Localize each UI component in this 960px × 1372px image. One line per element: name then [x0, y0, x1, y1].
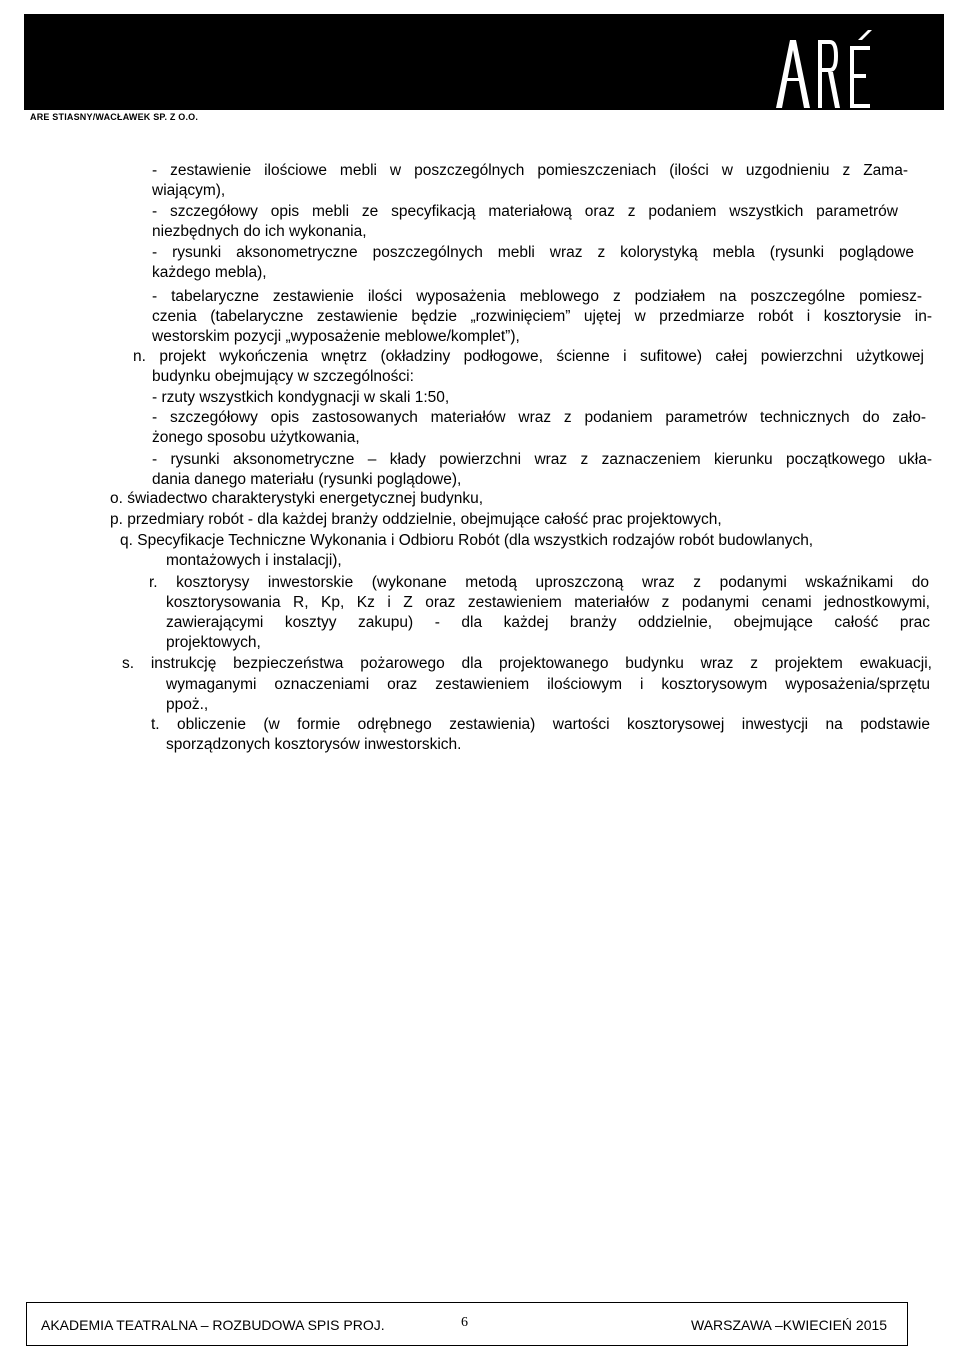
text-line: - zestawienie ilościowe mebli w poszczególnych pomieszczeniach (ilości w uzgodnieniu z Zama-: [152, 162, 908, 179]
text-line: kosztorysowania R, Kp, Kz i Z oraz zestawieniem materiałów z podanymi cenami jednostkowymi,: [166, 594, 930, 611]
text-line: - tabelaryczne zestawienie ilości wyposażenia meblowego z podziałem na poszczególne pomiesz-: [152, 288, 922, 305]
text-line: zawierającymi kosztyy zakupu) - dla każdej branży oddzielnie, obejmujące całość prac: [166, 614, 930, 631]
are-logo-graphic: [770, 28, 882, 110]
text-line: ppoż.,: [166, 696, 209, 713]
text-line: budynku obejmujący w szczególności:: [152, 368, 414, 385]
page-number: 6: [461, 1315, 468, 1330]
text-line: - szczegółowy opis zastosowanych materiałów wraz z podaniem parametrów technicznych do zało-: [152, 409, 926, 426]
text-line: niezbędnych do ich wykonania,: [152, 223, 367, 240]
text-line: montażowych i instalacji),: [166, 552, 342, 569]
list-item-s: s. instrukcję bezpieczeństwa pożarowego dla projektowanego budynku wraz z projektem ewakuacji,: [122, 655, 932, 672]
text-line: projektowych,: [166, 634, 261, 651]
text-line: wymaganymi oznaczeniami oraz zestawieniem ilościowym i kosztorysowym wyposażenia/sprzętu: [166, 676, 930, 693]
list-item-q: q. Specyfikacje Techniczne Wykonania i Odbioru Robót (dla wszystkich rodzajów robót budowlanych,: [120, 532, 814, 549]
text-line: westorskim pozycji „wyposażenie meblowe/komplet”),: [152, 328, 520, 345]
text-line: - rzuty wszystkich kondygnacji w skali 1:50,: [152, 389, 450, 406]
list-item-o: o. świadectwo charakterystyki energetycznej budynku,: [110, 490, 484, 507]
text-line: dania danego materiału (rysunki poglądowe),: [152, 471, 462, 488]
text-line: żonego sposobu użytkowania,: [152, 429, 360, 446]
list-item-t: t. obliczenie (w formie odrębnego zestawienia) wartości kosztorysowej inwestycji na podstawie: [151, 716, 930, 733]
text-line: - rysunki aksonometryczne poszczególnych mebli wraz z kolorystyką mebla (rysunki poglądowe: [152, 244, 914, 261]
company-name: ARE STIASNY/WACŁAWEK SP. Z O.O.: [30, 112, 199, 122]
text-line: każdego mebla),: [152, 264, 267, 281]
list-item-p: p. przedmiary robót - dla każdej branży oddzielnie, obejmujące całość prac projektowych,: [110, 511, 722, 528]
list-item-n: n. projekt wykończenia wnętrz (okładziny podłogowe, ścienne i sufitowe) całej powierzchni użytkowej: [133, 348, 924, 365]
text-line: - rysunki aksonometryczne – kłady powierzchni wraz z zaznaczeniem kierunku początkowego ukła-: [152, 451, 932, 468]
text-line: czenia (tabelaryczne zestawienie będzie „rozwinięciem” ujętej w przedmiarze robót i kosztorysie in-: [152, 308, 932, 325]
text-line: sporządzonych kosztorysów inwestorskich.: [166, 736, 462, 753]
are-logo: [770, 28, 882, 110]
footer-project-title: AKADEMIA TEATRALNA – ROZBUDOWA SPIS PROJ.: [41, 1317, 385, 1333]
text-line: - szczegółowy opis mebli ze specyfikacją materiałową oraz z podaniem wszystkich parametrów: [152, 203, 898, 220]
footer-date: WARSZAWA –KWIECIEŃ 2015: [691, 1317, 888, 1333]
list-item-r: r. kosztorysy inwestorskie (wykonane metodą uproszczoną wraz z podanymi wskaźnikami do: [149, 574, 929, 591]
text-line: wiającym),: [152, 182, 226, 199]
page-footer: [26, 1302, 908, 1346]
